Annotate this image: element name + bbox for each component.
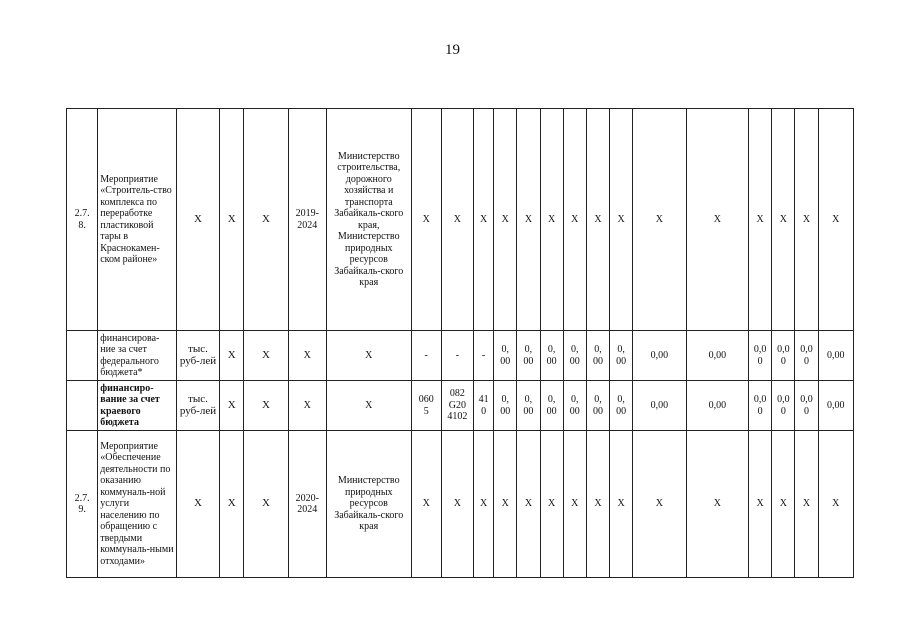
year-value-cell: X	[795, 109, 818, 331]
year-value-cell: 0, 00	[540, 331, 563, 381]
program-table	[66, 108, 854, 578]
sum-cell: X	[686, 431, 748, 578]
description-cell: Мероприятие «Обеспечение деятельности по оказанию коммуналь-ной услуги населению по обращению с твердыми коммуналь-ными отходами»	[98, 431, 177, 578]
total-cell: X	[818, 109, 853, 331]
total-cell: X	[818, 431, 853, 578]
table-row	[67, 331, 854, 381]
total-cell: 0,00	[818, 381, 853, 431]
row-number-cell: 2.7. 9.	[67, 431, 98, 578]
value-cell: X	[244, 109, 288, 331]
year-value-cell: 0, 00	[586, 381, 609, 431]
year-value-cell: 0, 00	[586, 331, 609, 381]
value-cell: X	[220, 431, 244, 578]
unit-cell: тыс. руб-лей	[176, 381, 219, 431]
total-cell: 0,00	[818, 331, 853, 381]
period-cell: 2019- 2024	[288, 109, 326, 331]
table-row	[67, 109, 854, 331]
year-value-cell: X	[610, 109, 633, 331]
year-value-cell: 0, 00	[610, 381, 633, 431]
row-number-cell	[67, 331, 98, 381]
year-value-cell: 0, 00	[610, 331, 633, 381]
year-value-cell: X	[494, 431, 517, 578]
description-cell: Мероприятие «Строитель-ство комплекса по переработке пластиковой тары в Краснокамен-ском районе»	[98, 109, 177, 331]
year-value-cell: 0, 00	[517, 331, 540, 381]
unit-cell: тыс. руб-лей	[176, 331, 219, 381]
value-cell: X	[220, 331, 244, 381]
period-cell: X	[288, 331, 326, 381]
year-value-cell: X	[494, 109, 517, 331]
period-cell: X	[288, 381, 326, 431]
year-value-cell: X	[772, 431, 795, 578]
code-cell: 41 0	[474, 381, 494, 431]
year-value-cell: 0, 00	[494, 381, 517, 431]
description-cell: финансирова-ние за счет федерального бюджета*	[98, 331, 177, 381]
unit-cell: X	[176, 431, 219, 578]
year-value-cell: 0,0 0	[795, 331, 818, 381]
sum-cell: 0,00	[633, 331, 686, 381]
year-value-cell: X	[795, 431, 818, 578]
year-value-cell: X	[586, 109, 609, 331]
sum-cell: 0,00	[686, 381, 748, 431]
code-cell: X	[411, 109, 441, 331]
executor-cell: X	[326, 381, 411, 431]
executor-cell: Министерство природных ресурсов Забайкаль-ского края	[326, 431, 411, 578]
row-number-cell	[67, 381, 98, 431]
code-cell: -	[411, 331, 441, 381]
code-cell: 060 5	[411, 381, 441, 431]
year-value-cell: 0, 00	[563, 381, 586, 431]
executor-cell: X	[326, 331, 411, 381]
row-number-cell: 2.7. 8.	[67, 109, 98, 331]
table-row	[67, 431, 854, 578]
year-value-cell: X	[586, 431, 609, 578]
sum-cell: X	[686, 109, 748, 331]
sum-cell: X	[633, 431, 686, 578]
year-value-cell: X	[517, 109, 540, 331]
year-value-cell: X	[749, 109, 772, 331]
year-value-cell: X	[610, 431, 633, 578]
year-value-cell: 0, 00	[494, 331, 517, 381]
code-cell: 082 G20 4102	[441, 381, 473, 431]
page-number: 19	[445, 42, 460, 58]
year-value-cell: 0, 00	[517, 381, 540, 431]
code-cell: X	[411, 431, 441, 578]
sum-cell: 0,00	[633, 381, 686, 431]
code-cell: X	[474, 431, 494, 578]
year-value-cell: X	[540, 109, 563, 331]
year-value-cell: 0,0 0	[772, 331, 795, 381]
period-cell: 2020- 2024	[288, 431, 326, 578]
unit-cell: X	[176, 109, 219, 331]
sum-cell: X	[633, 109, 686, 331]
description-cell: финансиро-вание за счет краевого бюджета	[98, 381, 177, 431]
year-value-cell: 0, 00	[563, 331, 586, 381]
code-cell: X	[474, 109, 494, 331]
year-value-cell: X	[772, 109, 795, 331]
value-cell: X	[244, 431, 288, 578]
year-value-cell: 0,0 0	[772, 381, 795, 431]
sum-cell: 0,00	[686, 331, 748, 381]
year-value-cell: 0,0 0	[749, 381, 772, 431]
executor-cell: Министерство строительства, дорожного хозяйства и транспорта Забайкаль-ского края, Министерство природных ресурсов Забайкаль-ского края	[326, 109, 411, 331]
code-cell: X	[441, 431, 473, 578]
year-value-cell: X	[517, 431, 540, 578]
code-cell: X	[441, 109, 473, 331]
value-cell: X	[244, 331, 288, 381]
value-cell: X	[244, 381, 288, 431]
year-value-cell: 0,0 0	[749, 331, 772, 381]
year-value-cell: X	[749, 431, 772, 578]
value-cell: X	[220, 109, 244, 331]
year-value-cell: 0, 00	[540, 381, 563, 431]
code-cell: -	[441, 331, 473, 381]
year-value-cell: X	[563, 431, 586, 578]
table-row	[67, 381, 854, 431]
year-value-cell: X	[540, 431, 563, 578]
year-value-cell: X	[563, 109, 586, 331]
code-cell: -	[474, 331, 494, 381]
value-cell: X	[220, 381, 244, 431]
year-value-cell: 0,0 0	[795, 381, 818, 431]
